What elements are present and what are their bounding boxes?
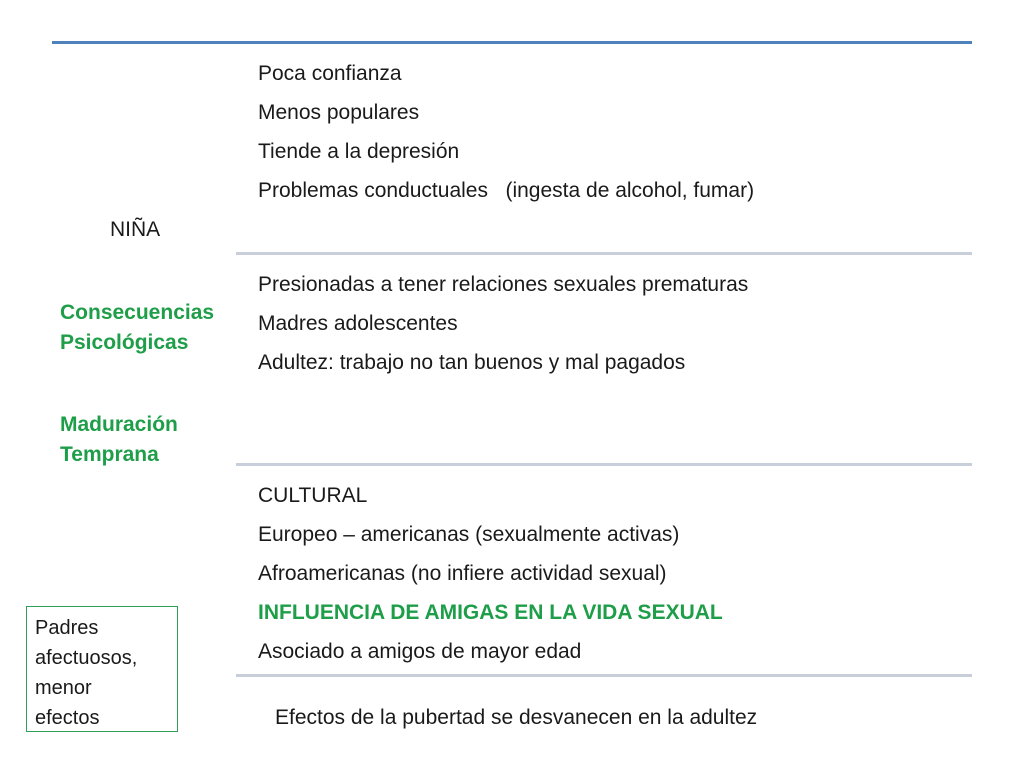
top-rule — [52, 41, 972, 44]
subject-label: NIÑA — [110, 218, 161, 241]
section-2-item-3: Adultez: trabajo no tan buenos y mal pagados — [258, 351, 686, 374]
parents-note-line-3: menor — [35, 677, 92, 699]
section-1-item-3: Tiende a la depresión — [258, 140, 460, 163]
section-1-item-2: Menos populares — [258, 101, 420, 124]
section-divider-3 — [236, 674, 972, 677]
maturation-label-line-1: Maduración — [60, 413, 178, 436]
section-divider-2 — [236, 463, 972, 466]
parents-note-line-1: Padres — [35, 617, 99, 639]
consequences-label-line-2: Psicológicas — [60, 331, 189, 354]
section-3-item-3: Afroamericanas (no infiere actividad sexual) — [258, 562, 667, 585]
maturation-label-line-2: Temprana — [60, 443, 159, 466]
section-3-item-5: Asociado a amigos de mayor edad — [258, 640, 582, 663]
parents-note-box — [26, 606, 178, 732]
section-2-item-1: Presionadas a tener relaciones sexuales prematuras — [258, 273, 749, 296]
parents-note-line-4: efectos — [35, 707, 100, 729]
section-3-item-4: INFLUENCIA DE AMIGAS EN LA VIDA SEXUAL — [258, 601, 723, 624]
section-3-item-1: CULTURAL — [258, 484, 368, 507]
footer-note: Efectos de la pubertad se desvanecen en la adultez — [275, 706, 758, 729]
section-1-item-4: Problemas conductuales (ingesta de alcohol, fumar) — [258, 179, 755, 202]
maturation-label — [60, 410, 178, 470]
parents-note-line-2: afectuosos, — [35, 647, 138, 669]
section-divider-1 — [236, 252, 972, 255]
section-3-item-2: Europeo – americanas (sexualmente activas) — [258, 523, 680, 546]
consequences-label-line-1: Consecuencias — [60, 301, 215, 324]
section-2-item-2: Madres adolescentes — [258, 312, 458, 335]
section-1-item-1: Poca confianza — [258, 62, 402, 85]
consequences-label — [60, 298, 214, 358]
